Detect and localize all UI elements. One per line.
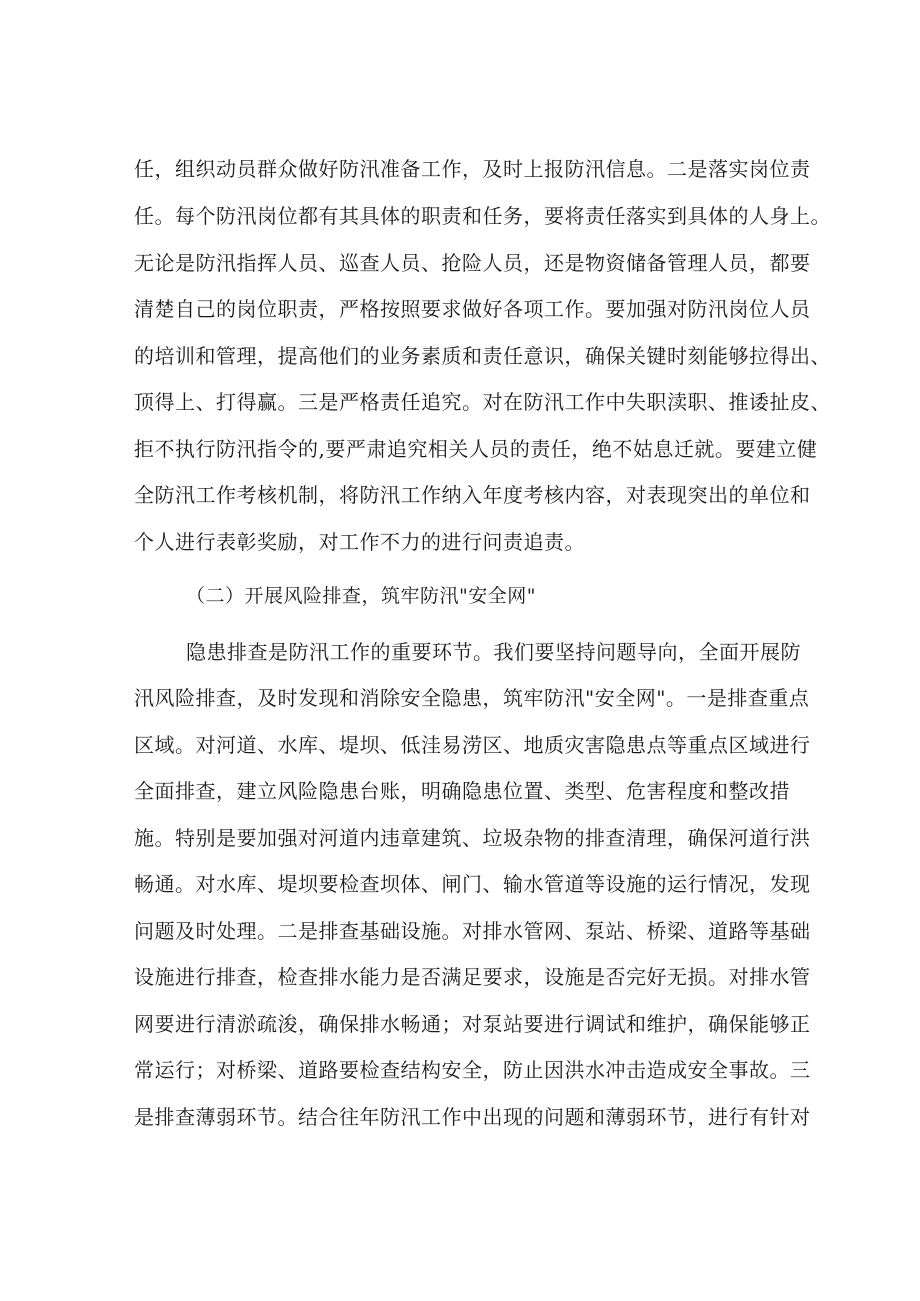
paragraph-line: 区域。对河道、水库、堤坝、低洼易涝区、地质灾害隐患点等重点区域进行 xyxy=(134,733,811,757)
paragraph-line: 的培训和管理，提高他们的业务素质和责任意识，确保关键时刻能够拉得出、 xyxy=(134,344,831,368)
paragraph-line: 施。特别是要加强对河道内违章建筑、垃圾杂物的排查清理，确保河道行洪 xyxy=(134,826,811,850)
paragraph-line: 顶得上、打得赢。三是严格责任追究。对在防汛工作中失职渎职、推诿扯皮、 xyxy=(134,390,831,414)
paragraph-line: 隐患排查是防汛工作的重要环节。我们要坚持问题导向，全面开展防 xyxy=(186,640,801,664)
paragraph-line: 常运行；对桥梁、道路要检查结构安全，防止因洪水冲击造成安全事故。三 xyxy=(134,1058,811,1082)
section-heading: （二）开展风险排查，筑牢防汛"安全网" xyxy=(186,585,536,607)
paragraph-line: 设施进行排查，检查排水能力是否满足要求，设施是否完好无损。对排水管 xyxy=(134,965,811,989)
paragraph-line: 是排查薄弱环节。结合往年防汛工作中出现的问题和薄弱环节，进行有针对 xyxy=(134,1105,811,1129)
paragraph-line: 畅通。对水库、堤坝要检查坝体、闸门、输水管道等设施的运行情况，发现 xyxy=(134,872,811,896)
paragraph-line: 拒不执行防汛指令的,要严肃追究相关人员的责任，绝不姑息迁就。要建立健 xyxy=(134,437,818,461)
paragraph-line: 网要进行清淤疏浚，确保排水畅通；对泵站要进行调试和维护，确保能够正 xyxy=(134,1012,811,1036)
paragraph-line: 全防汛工作考核机制，将防汛工作纳入年度考核内容，对表现突出的单位和 xyxy=(134,483,811,507)
paragraph-line: 全面排查，建立风险隐患台账，明确隐患位置、类型、危害程度和整改措 xyxy=(134,779,790,803)
paragraph-line: 无论是防汛指挥人员、巡查人员、抢险人员，还是物资储备管理人员，都要 xyxy=(134,251,811,275)
paragraph-line: 任，组织动员群众做好防汛准备工作，及时上报防汛信息。二是落实岗位责 xyxy=(134,157,811,181)
paragraph-line: 汛风险排查，及时发现和消除安全隐患，筑牢防汛"安全网"。一是排查重点 xyxy=(134,686,810,710)
paragraph-line: 任。每个防汛岗位都有其具体的职责和任务，要将责任落实到具体的人身上。 xyxy=(134,204,831,228)
paragraph-line: 问题及时处理。二是排查基础设施。对排水管网、泵站、桥梁、道路等基础 xyxy=(134,919,811,943)
paragraph-line: 个人进行表彰奖励，对工作不力的进行问责追责。 xyxy=(134,530,585,554)
paragraph-line: 清楚自己的岗位职责，严格按照要求做好各项工作。要加强对防汛岗位人员 xyxy=(134,297,811,321)
